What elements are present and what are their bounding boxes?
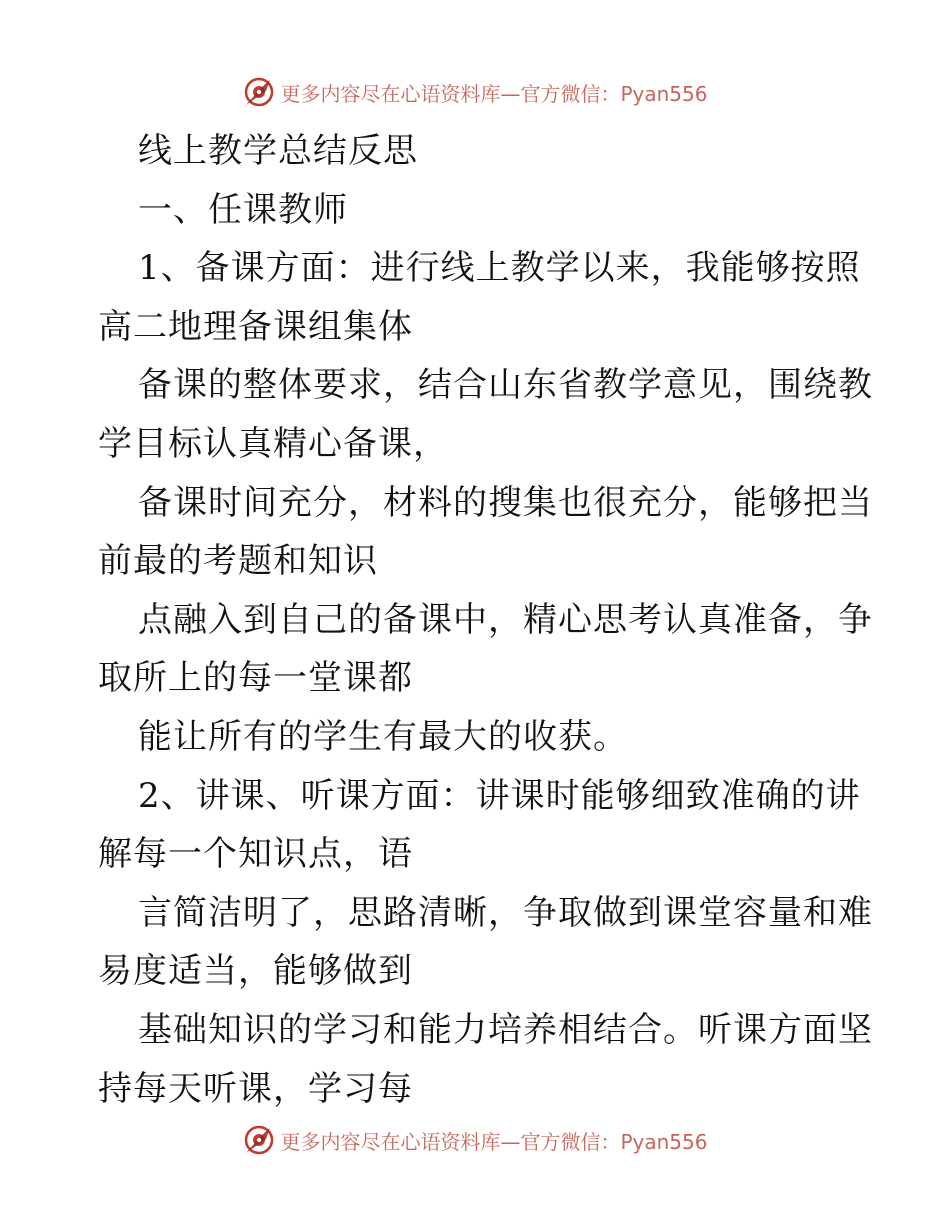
header-watermark xyxy=(0,70,950,114)
text-line: 1、备课方面：进行线上教学以来，我能够按照 xyxy=(138,248,861,289)
text-line: 备课的整体要求，结合山东省教学意见，围绕教 xyxy=(138,365,873,406)
text-line: 线上教学总结反思 xyxy=(138,131,418,171)
text-line: 解每一个知识点，语 xyxy=(98,834,413,875)
text-line: 前最的考题和知识 xyxy=(98,541,378,582)
text-line: 学目标认真精心备课， xyxy=(98,423,448,464)
text-line: 持每天听课，学习每 xyxy=(98,1068,413,1109)
text-line: 易度适当，能够做到 xyxy=(98,951,413,992)
text-line: 一、任课教师 xyxy=(138,189,348,230)
text-line: 点融入到自己的备课中，精心思考认真准备，争 xyxy=(138,599,873,640)
watermark-text: 更多内容尽在心语资料库—官方微信：Pyan556 xyxy=(280,1129,708,1154)
text-line: 高二地理备课组集体 xyxy=(98,306,413,347)
text-line: 取所上的每一堂课都 xyxy=(98,658,413,699)
quill-logo-icon xyxy=(242,1123,276,1157)
text-line: 能让所有的学生有最大的收获。 xyxy=(138,716,628,757)
text-line: 基础知识的学习和能力培养相结合。听课方面坚 xyxy=(138,1009,873,1050)
document-body xyxy=(98,122,873,1118)
footer-watermark xyxy=(0,1118,950,1162)
text-line: 言简洁明了，思路清晰，争取做到课堂容量和难 xyxy=(138,892,873,933)
text-line: 备课时间充分，材料的搜集也很充分，能够把当 xyxy=(138,482,873,523)
text-line: 2、讲课、听课方面：讲课时能够细致准确的讲 xyxy=(138,775,861,816)
watermark-text: 更多内容尽在心语资料库—官方微信：Pyan556 xyxy=(280,81,708,106)
quill-logo-icon xyxy=(242,75,276,109)
